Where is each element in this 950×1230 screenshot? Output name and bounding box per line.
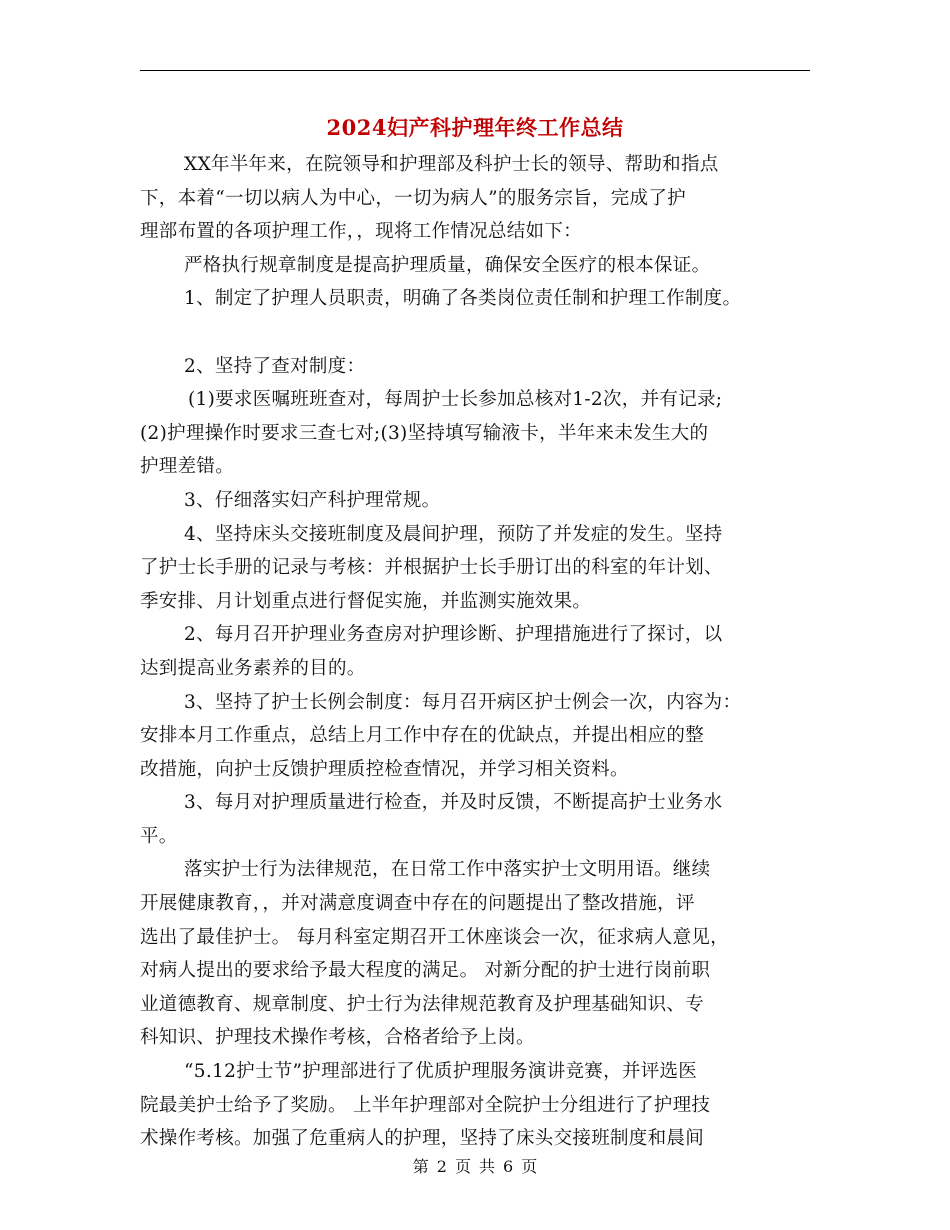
paragraph-line: 3、每月对护理质量进行检查，并及时反馈，不断提高护士业务水: [184, 792, 723, 814]
paragraph-line: 护理差错。: [140, 456, 235, 478]
paragraph-line: 科知识、护理技术操作考核，合格者给予上岗。: [140, 1027, 535, 1049]
header-rule: [140, 70, 810, 71]
paragraph-line: 2、坚持了查对制度：: [184, 355, 366, 377]
document-title: 2024妇产科护理年终工作总结: [326, 115, 624, 140]
footer-page-unit: 页: [454, 1157, 471, 1176]
paragraph-line: 下，本着“一切以病人为中心，一切为病人”的服务宗旨，完成了护: [140, 187, 686, 209]
footer-prefix: 第: [412, 1157, 429, 1176]
paragraph-gap: [140, 316, 820, 350]
paragraph-line: 2、每月召开护理业务查房对护理诊断、护理措施进行了探讨，以: [184, 624, 723, 646]
paragraph-line: 院最美护士给予了奖励。 上半年护理部对全院护士分组进行了护理技: [140, 1094, 711, 1116]
paragraph-line: (1)要求医嘱班班查对，每周护士长参加总核对1-2次，并有记录;: [188, 389, 723, 411]
document-body: [140, 148, 820, 1156]
paragraph-line: 季安排、月计划重点进行督促实施，并监测实施效果。: [140, 590, 592, 612]
paragraph-line: 了护士长手册的记录与考核：并根据护士长手册订出的科室的年计划、: [140, 557, 723, 579]
paragraph-line: 4、坚持床头交接班制度及晨间护理，预防了并发症的发生。坚持: [184, 523, 723, 545]
paragraph-line: XX年半年来，在院领导和护理部及科护士长的领导、帮助和指点: [184, 154, 719, 175]
paragraph-line: 1、制定了护理人员职责，明确了各类岗位责任制和护理工作制度。: [184, 288, 742, 310]
footer-page-number: 2: [436, 1157, 447, 1176]
paragraph-line: 开展健康教育，，并对满意度调查中存在的问题提出了整改措施，评: [140, 893, 695, 915]
footer-total-prefix: 共: [479, 1157, 496, 1176]
paragraph-line: 平。: [140, 825, 178, 847]
paragraph-line: “5.12护士节”护理部进行了优质护理服务演讲竞赛，并评选医: [184, 1061, 698, 1083]
paragraph-line: 理部布置的各项护理工作，，现将工作情况总结如下：: [140, 221, 582, 243]
footer-total-unit: 页: [521, 1157, 538, 1176]
paragraph-line: 安排本月工作重点，总结上月工作中存在的优缺点，并提出相应的整: [140, 725, 705, 747]
paragraph-line: 选出了最佳护士。 每月科室定期召开工休座谈会一次，征求病人意见，: [140, 926, 729, 948]
paragraph-line: 落实护士行为法律规范，在日常工作中落实护士文明用语。继续: [184, 859, 711, 881]
page-footer: [0, 1154, 950, 1177]
paragraph-line: 3、仔细落实妇产科护理常规。: [184, 489, 441, 511]
paragraph-line: 3、坚持了护士长例会制度：每月召开病区护士例会一次，内容为：: [184, 691, 742, 713]
paragraph-line: 达到提高业务素养的目的。: [140, 657, 366, 679]
paragraph-line: 严格执行规章制度是提高护理质量，确保安全医疗的根本保证。: [184, 254, 711, 276]
footer-total-pages: 6: [503, 1157, 514, 1176]
paragraph-line: 业道德教育、规章制度、护士行为法律规范教育及护理基础知识、专: [140, 993, 705, 1015]
paragraph-line: 术操作考核。加强了危重病人的护理，坚持了床头交接班制度和晨间: [140, 1128, 705, 1150]
paragraph-line: (2)护理操作时要求三查七对;(3)坚持填写输液卡，半年来未发生大的: [140, 422, 709, 444]
paragraph-line: 改措施，向护士反馈护理质控检查情况，并学习相关资料。: [140, 758, 629, 780]
paragraph-line: 对病人提出的要求给予最大程度的满足。 对新分配的护士进行岗前职: [140, 960, 711, 982]
